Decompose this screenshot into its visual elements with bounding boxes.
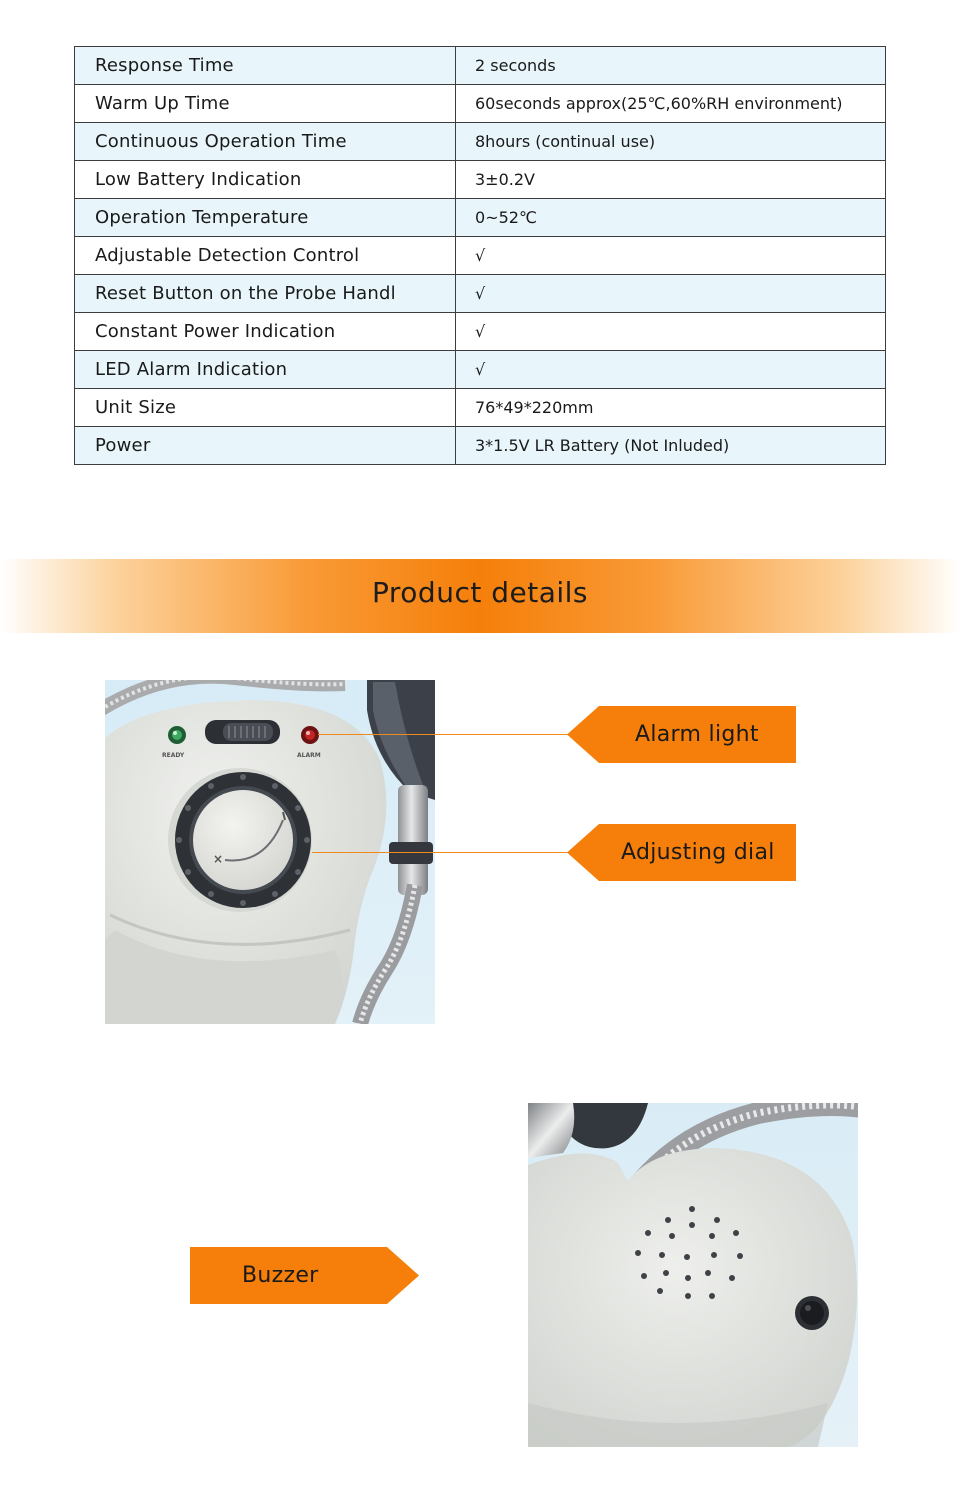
table-row: [75, 161, 886, 199]
spec-label: Response Time: [75, 47, 456, 85]
table-row: [75, 351, 886, 389]
spec-label: Adjustable Detection Control: [75, 237, 456, 275]
spec-label: Continuous Operation Time: [75, 123, 456, 161]
alarm-light-label: Alarm light: [635, 722, 759, 747]
alarm-light-pointer-line: [318, 734, 570, 735]
spec-table: [74, 46, 886, 465]
ready-label: READY: [162, 752, 185, 759]
table-row: [75, 389, 886, 427]
spec-label: Operation Temperature: [75, 199, 456, 237]
adjusting-dial-pointer-line: [312, 852, 570, 853]
spec-label: Constant Power Indication: [75, 313, 456, 351]
spec-value: 2 seconds: [456, 47, 886, 85]
device-back-photo: [528, 1103, 858, 1447]
alarm-light-callout: [567, 706, 796, 763]
spec-label: LED Alarm Indication: [75, 351, 456, 389]
table-row: [75, 313, 886, 351]
table-row: [75, 85, 886, 123]
spec-value: √: [456, 351, 886, 389]
adjusting-dial-callout: [567, 824, 796, 881]
adjusting-dial-label: Adjusting dial: [621, 840, 775, 865]
section-title: Product details: [372, 576, 588, 609]
spec-value: 3±0.2V: [456, 161, 886, 199]
spec-value: 76*49*220mm: [456, 389, 886, 427]
spec-value: 3*1.5V LR Battery (Not Inluded): [456, 427, 886, 465]
buzzer-callout: [190, 1247, 419, 1304]
spec-label: Power: [75, 427, 456, 465]
spec-value: 60seconds approx(25℃,60%RH environment): [456, 85, 886, 123]
table-row: [75, 123, 886, 161]
table-row: [75, 47, 886, 85]
spec-value: 8hours (continual use): [456, 123, 886, 161]
spec-label: Unit Size: [75, 389, 456, 427]
svg-text:×: ×: [213, 852, 224, 866]
section-banner: [0, 559, 960, 633]
alarm-label: ALARM: [297, 752, 321, 759]
table-row: [75, 427, 886, 465]
buzzer-label: Buzzer: [242, 1263, 319, 1288]
table-row: [75, 275, 886, 313]
spec-label: Low Battery Indication: [75, 161, 456, 199]
spec-label: Reset Button on the Probe Handl: [75, 275, 456, 313]
table-row: [75, 199, 886, 237]
spec-label: Warm Up Time: [75, 85, 456, 123]
spec-value: √: [456, 237, 886, 275]
table-row: [75, 237, 886, 275]
spec-value: √: [456, 275, 886, 313]
spec-value: √: [456, 313, 886, 351]
spec-value: 0~52℃: [456, 199, 886, 237]
